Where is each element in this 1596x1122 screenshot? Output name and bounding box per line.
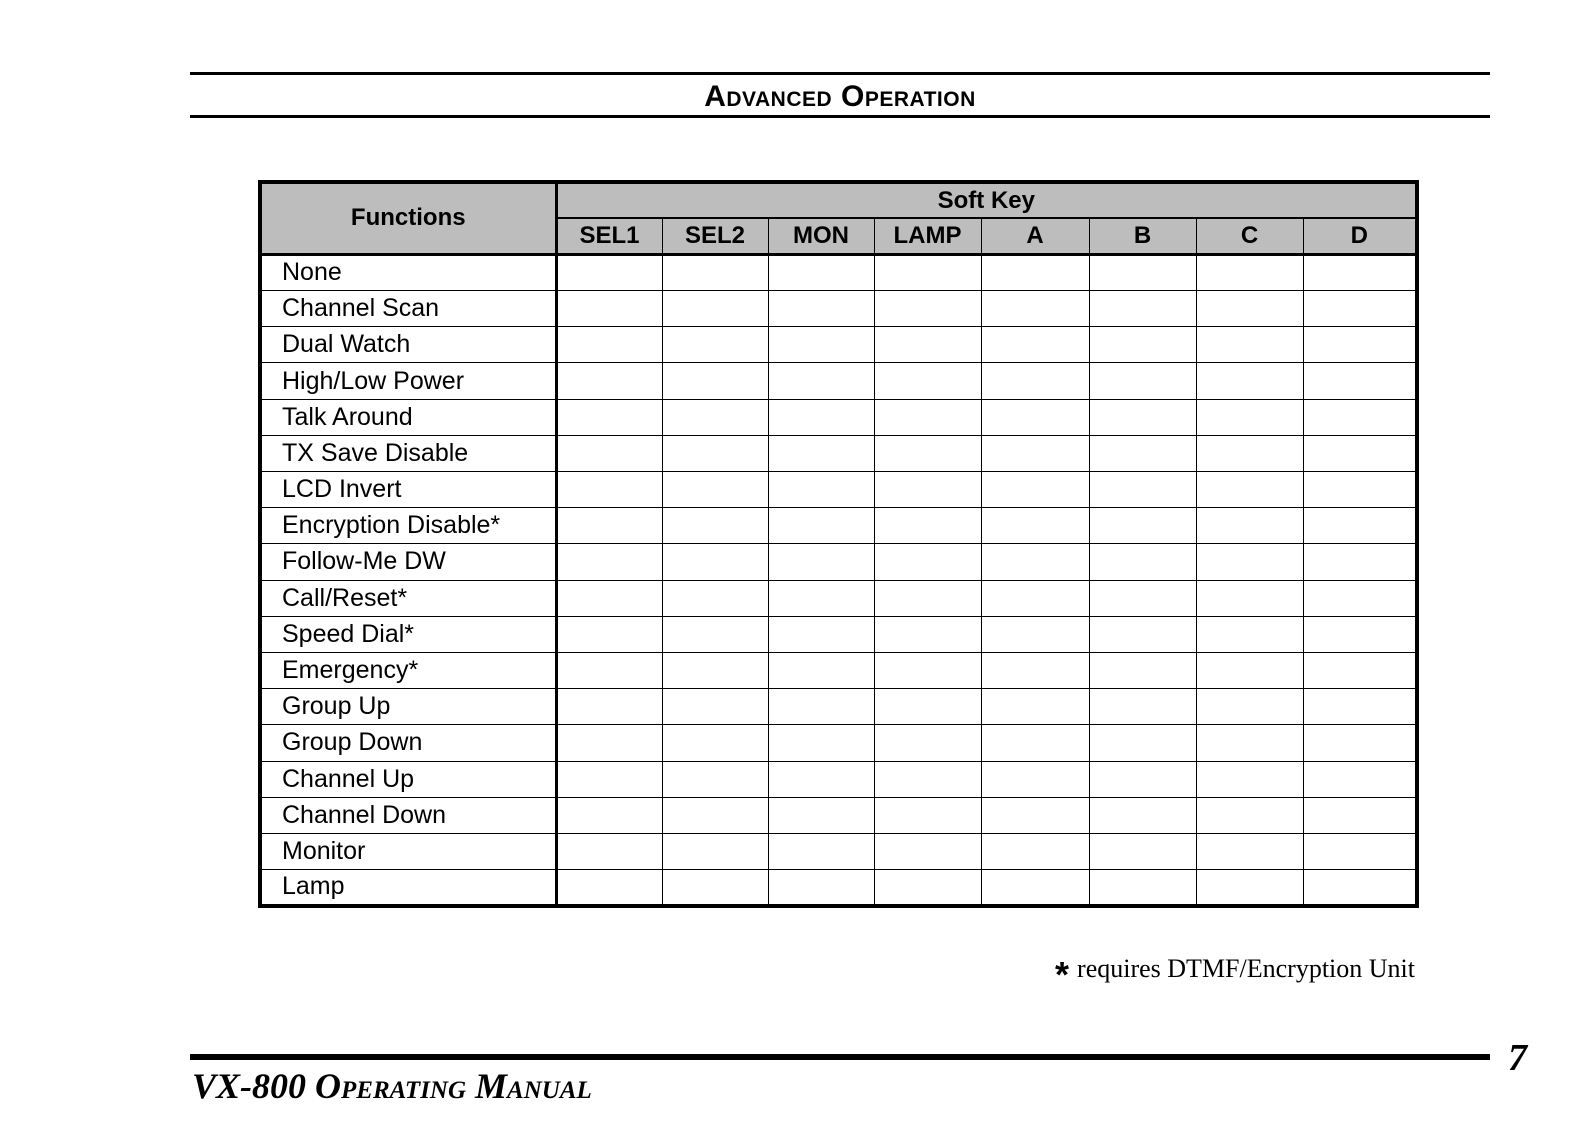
assignment-cell-a bbox=[981, 291, 1089, 327]
assignment-cell-mon bbox=[768, 761, 874, 797]
assignment-cell-sel1 bbox=[556, 797, 662, 833]
assignment-cell-lamp bbox=[874, 327, 981, 363]
assignment-cell-sel2 bbox=[662, 580, 768, 616]
assignment-cell-c bbox=[1196, 435, 1303, 471]
assignment-cell-sel1 bbox=[556, 327, 662, 363]
table-row bbox=[260, 544, 1417, 580]
assignment-cell-a bbox=[981, 363, 1089, 399]
assignment-cell-sel1 bbox=[556, 399, 662, 435]
assignment-cell-a bbox=[981, 761, 1089, 797]
column-header-sel2: SEL2 bbox=[662, 218, 768, 254]
assignment-cell-b bbox=[1089, 508, 1196, 544]
assignment-cell-d bbox=[1303, 508, 1417, 544]
footnote bbox=[1020, 954, 1415, 995]
assignment-cell-sel2 bbox=[662, 725, 768, 761]
assignment-cell-a bbox=[981, 544, 1089, 580]
assignment-cell-b bbox=[1089, 544, 1196, 580]
function-name-cell: Talk Around bbox=[260, 399, 556, 435]
assignment-cell-c bbox=[1196, 689, 1303, 725]
assignment-cell-b bbox=[1089, 472, 1196, 508]
assignment-cell-sel2 bbox=[662, 544, 768, 580]
assignment-cell-lamp bbox=[874, 616, 981, 652]
assignment-cell-b bbox=[1089, 652, 1196, 688]
assignment-cell-mon bbox=[768, 327, 874, 363]
assignment-cell-sel1 bbox=[556, 472, 662, 508]
assignment-cell-sel2 bbox=[662, 327, 768, 363]
assignment-cell-a bbox=[981, 616, 1089, 652]
table-header-row bbox=[260, 182, 1417, 218]
assignment-cell-d bbox=[1303, 435, 1417, 471]
assignment-cell-d bbox=[1303, 399, 1417, 435]
assignment-cell-sel2 bbox=[662, 363, 768, 399]
assignment-cell-mon bbox=[768, 399, 874, 435]
assignment-cell-a bbox=[981, 870, 1089, 906]
assignment-cell-mon bbox=[768, 870, 874, 906]
assignment-cell-d bbox=[1303, 472, 1417, 508]
function-name-cell: Emergency* bbox=[260, 652, 556, 688]
asterisk-icon: * bbox=[1055, 954, 1070, 995]
assignment-cell-d bbox=[1303, 254, 1417, 290]
table-row bbox=[260, 689, 1417, 725]
assignment-cell-sel1 bbox=[556, 870, 662, 906]
table-row bbox=[260, 580, 1417, 616]
assignment-cell-a bbox=[981, 833, 1089, 869]
assignment-cell-sel1 bbox=[556, 761, 662, 797]
assignment-cell-c bbox=[1196, 725, 1303, 761]
assignment-cell-mon bbox=[768, 291, 874, 327]
page-title: Advanced Operation bbox=[704, 80, 976, 113]
assignment-cell-lamp bbox=[874, 363, 981, 399]
footer-rule bbox=[190, 1054, 1490, 1060]
assignment-cell-c bbox=[1196, 833, 1303, 869]
function-name-cell: Group Up bbox=[260, 689, 556, 725]
assignment-cell-a bbox=[981, 797, 1089, 833]
assignment-cell-b bbox=[1089, 580, 1196, 616]
soft-key-table bbox=[258, 180, 1419, 908]
column-header-a: A bbox=[981, 218, 1089, 254]
function-name-cell: Channel Up bbox=[260, 761, 556, 797]
table-row bbox=[260, 472, 1417, 508]
assignment-cell-d bbox=[1303, 291, 1417, 327]
assignment-cell-sel1 bbox=[556, 580, 662, 616]
function-name-cell: LCD Invert bbox=[260, 472, 556, 508]
assignment-cell-mon bbox=[768, 435, 874, 471]
assignment-cell-sel1 bbox=[556, 544, 662, 580]
assignment-cell-lamp bbox=[874, 761, 981, 797]
assignment-cell-c bbox=[1196, 544, 1303, 580]
assignment-cell-a bbox=[981, 254, 1089, 290]
assignment-cell-b bbox=[1089, 833, 1196, 869]
assignment-cell-c bbox=[1196, 797, 1303, 833]
assignment-cell-sel2 bbox=[662, 291, 768, 327]
assignment-cell-sel1 bbox=[556, 291, 662, 327]
assignment-cell-a bbox=[981, 327, 1089, 363]
assignment-cell-lamp bbox=[874, 399, 981, 435]
table-body bbox=[260, 254, 1417, 905]
function-name-cell: Channel Down bbox=[260, 797, 556, 833]
assignment-cell-b bbox=[1089, 291, 1196, 327]
assignment-cell-sel2 bbox=[662, 797, 768, 833]
assignment-cell-mon bbox=[768, 833, 874, 869]
assignment-cell-lamp bbox=[874, 291, 981, 327]
assignment-cell-lamp bbox=[874, 472, 981, 508]
column-header-lamp: LAMP bbox=[874, 218, 981, 254]
assignment-cell-lamp bbox=[874, 254, 981, 290]
assignment-cell-sel2 bbox=[662, 833, 768, 869]
assignment-cell-a bbox=[981, 652, 1089, 688]
function-name-cell: Call/Reset* bbox=[260, 580, 556, 616]
table-row bbox=[260, 327, 1417, 363]
function-name-cell: Group Down bbox=[260, 725, 556, 761]
assignment-cell-b bbox=[1089, 399, 1196, 435]
assignment-cell-mon bbox=[768, 254, 874, 290]
assignment-cell-sel1 bbox=[556, 508, 662, 544]
assignment-cell-sel2 bbox=[662, 652, 768, 688]
assignment-cell-b bbox=[1089, 435, 1196, 471]
assignment-cell-c bbox=[1196, 580, 1303, 616]
assignment-cell-mon bbox=[768, 472, 874, 508]
assignment-cell-sel1 bbox=[556, 725, 662, 761]
table-row bbox=[260, 833, 1417, 869]
function-name-cell: Speed Dial* bbox=[260, 616, 556, 652]
assignment-cell-lamp bbox=[874, 725, 981, 761]
assignment-cell-c bbox=[1196, 508, 1303, 544]
assignment-cell-mon bbox=[768, 544, 874, 580]
assignment-cell-c bbox=[1196, 399, 1303, 435]
assignment-cell-d bbox=[1303, 833, 1417, 869]
assignment-cell-b bbox=[1089, 363, 1196, 399]
assignment-cell-c bbox=[1196, 472, 1303, 508]
assignment-cell-b bbox=[1089, 797, 1196, 833]
assignment-cell-c bbox=[1196, 254, 1303, 290]
assignment-cell-c bbox=[1196, 870, 1303, 906]
function-name-cell: Encryption Disable* bbox=[260, 508, 556, 544]
assignment-cell-d bbox=[1303, 327, 1417, 363]
assignment-cell-sel1 bbox=[556, 833, 662, 869]
assignment-cell-b bbox=[1089, 327, 1196, 363]
assignment-cell-sel2 bbox=[662, 435, 768, 471]
table-row bbox=[260, 435, 1417, 471]
page-number: 7 bbox=[1508, 1037, 1527, 1079]
column-header-mon: MON bbox=[768, 218, 874, 254]
table-row bbox=[260, 291, 1417, 327]
assignment-cell-d bbox=[1303, 616, 1417, 652]
footer-title: VX-800 Operating Manual bbox=[192, 1066, 592, 1106]
table-row bbox=[260, 508, 1417, 544]
table-row bbox=[260, 797, 1417, 833]
assignment-cell-a bbox=[981, 435, 1089, 471]
assignment-cell-mon bbox=[768, 652, 874, 688]
assignment-cell-sel2 bbox=[662, 616, 768, 652]
assignment-cell-d bbox=[1303, 725, 1417, 761]
assignment-cell-sel2 bbox=[662, 689, 768, 725]
assignment-cell-c bbox=[1196, 652, 1303, 688]
assignment-cell-lamp bbox=[874, 435, 981, 471]
function-name-cell: Monitor bbox=[260, 833, 556, 869]
assignment-cell-sel2 bbox=[662, 508, 768, 544]
assignment-cell-b bbox=[1089, 725, 1196, 761]
assignment-cell-d bbox=[1303, 797, 1417, 833]
column-header-sel1: SEL1 bbox=[556, 218, 662, 254]
assignment-cell-d bbox=[1303, 652, 1417, 688]
assignment-cell-b bbox=[1089, 689, 1196, 725]
assignment-cell-c bbox=[1196, 616, 1303, 652]
assignment-cell-c bbox=[1196, 363, 1303, 399]
soft-key-table-container bbox=[258, 180, 1415, 908]
assignment-cell-lamp bbox=[874, 833, 981, 869]
assignment-cell-lamp bbox=[874, 580, 981, 616]
table-row bbox=[260, 761, 1417, 797]
functions-header: Functions bbox=[260, 182, 556, 254]
table-row bbox=[260, 254, 1417, 290]
assignment-cell-c bbox=[1196, 291, 1303, 327]
assignment-cell-sel1 bbox=[556, 254, 662, 290]
table-row bbox=[260, 616, 1417, 652]
softkey-header: Soft Key bbox=[556, 182, 1417, 218]
assignment-cell-sel2 bbox=[662, 399, 768, 435]
assignment-cell-sel1 bbox=[556, 616, 662, 652]
assignment-cell-mon bbox=[768, 580, 874, 616]
table-row bbox=[260, 725, 1417, 761]
table-row bbox=[260, 870, 1417, 906]
assignment-cell-b bbox=[1089, 616, 1196, 652]
assignment-cell-sel1 bbox=[556, 652, 662, 688]
assignment-cell-b bbox=[1089, 254, 1196, 290]
function-name-cell: TX Save Disable bbox=[260, 435, 556, 471]
table-row bbox=[260, 652, 1417, 688]
column-header-d: D bbox=[1303, 218, 1417, 254]
assignment-cell-a bbox=[981, 689, 1089, 725]
assignment-cell-a bbox=[981, 399, 1089, 435]
assignment-cell-a bbox=[981, 580, 1089, 616]
assignment-cell-lamp bbox=[874, 652, 981, 688]
table-row bbox=[260, 363, 1417, 399]
assignment-cell-sel2 bbox=[662, 761, 768, 797]
assignment-cell-lamp bbox=[874, 870, 981, 906]
assignment-cell-sel1 bbox=[556, 689, 662, 725]
assignment-cell-mon bbox=[768, 508, 874, 544]
assignment-cell-lamp bbox=[874, 508, 981, 544]
assignment-cell-mon bbox=[768, 616, 874, 652]
function-name-cell: High/Low Power bbox=[260, 363, 556, 399]
function-name-cell: None bbox=[260, 254, 556, 290]
column-header-c: C bbox=[1196, 218, 1303, 254]
assignment-cell-a bbox=[981, 472, 1089, 508]
function-name-cell: Follow-Me DW bbox=[260, 544, 556, 580]
assignment-cell-lamp bbox=[874, 797, 981, 833]
assignment-cell-sel2 bbox=[662, 254, 768, 290]
column-header-b: B bbox=[1089, 218, 1196, 254]
assignment-cell-mon bbox=[768, 725, 874, 761]
assignment-cell-d bbox=[1303, 870, 1417, 906]
function-name-cell: Lamp bbox=[260, 870, 556, 906]
assignment-cell-sel1 bbox=[556, 435, 662, 471]
assignment-cell-mon bbox=[768, 363, 874, 399]
assignment-cell-mon bbox=[768, 797, 874, 833]
assignment-cell-sel1 bbox=[556, 363, 662, 399]
assignment-cell-lamp bbox=[874, 689, 981, 725]
assignment-cell-a bbox=[981, 508, 1089, 544]
assignment-cell-d bbox=[1303, 761, 1417, 797]
footnote-text: requires DTMF/Encryption Unit bbox=[1077, 954, 1415, 983]
page-header bbox=[190, 72, 1490, 118]
function-name-cell: Dual Watch bbox=[260, 327, 556, 363]
assignment-cell-d bbox=[1303, 544, 1417, 580]
table-row bbox=[260, 399, 1417, 435]
assignment-cell-c bbox=[1196, 327, 1303, 363]
assignment-cell-b bbox=[1089, 761, 1196, 797]
assignment-cell-d bbox=[1303, 363, 1417, 399]
assignment-cell-b bbox=[1089, 870, 1196, 906]
assignment-cell-d bbox=[1303, 689, 1417, 725]
assignment-cell-d bbox=[1303, 580, 1417, 616]
assignment-cell-mon bbox=[768, 689, 874, 725]
assignment-cell-sel2 bbox=[662, 472, 768, 508]
function-name-cell: Channel Scan bbox=[260, 291, 556, 327]
assignment-cell-sel2 bbox=[662, 870, 768, 906]
assignment-cell-c bbox=[1196, 761, 1303, 797]
assignment-cell-lamp bbox=[874, 544, 981, 580]
assignment-cell-a bbox=[981, 725, 1089, 761]
